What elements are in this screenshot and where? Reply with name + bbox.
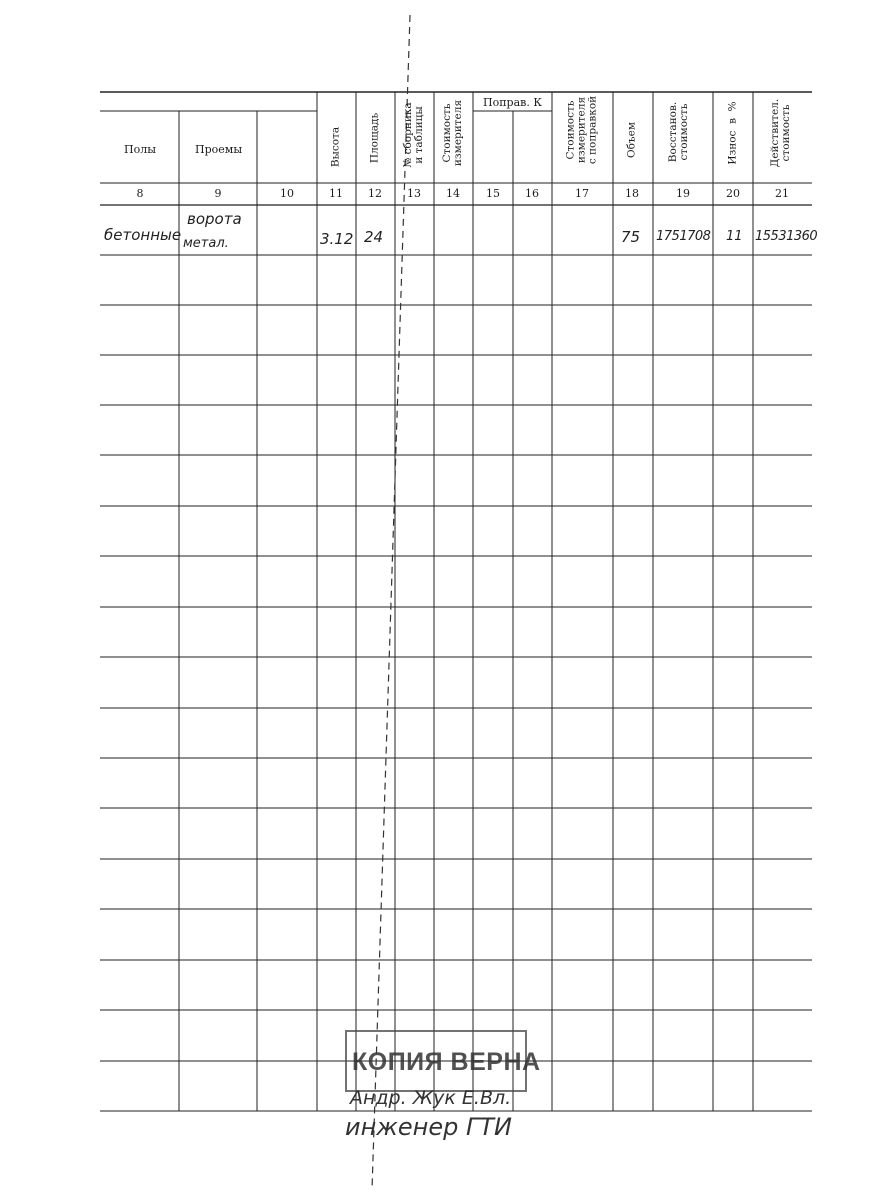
stamp-signature-line2: инженер ГТИ — [345, 1113, 512, 1141]
column-number: 9 — [214, 187, 222, 200]
row1-height: 3.12 — [320, 230, 354, 248]
row1-floors: бетонные — [104, 226, 182, 244]
column-number: 16 — [525, 187, 539, 200]
row1-actual-cost: 15531360 — [755, 229, 818, 244]
header-restoration-cost: Восстанов. стоимость — [667, 101, 690, 163]
header-floors: Полы — [124, 143, 156, 156]
header-cost-with-correction: Стоимость измерителя с поправкой — [564, 95, 599, 165]
column-number: 11 — [329, 187, 343, 200]
header-actual-cost: Действител. стоимость — [769, 98, 792, 168]
row1-area: 24 — [364, 228, 384, 246]
column-number: 20 — [726, 187, 740, 200]
row1-wear: 11 — [726, 229, 743, 244]
column-number: 8 — [136, 187, 144, 200]
column-number: 17 — [575, 187, 589, 200]
header-meter-cost: Стоимость измерителя — [441, 99, 464, 167]
row1-openings-line2: метал. — [183, 236, 229, 251]
row1-restoration-cost: 1751708 — [656, 229, 711, 244]
header-volume: Объем — [625, 122, 638, 158]
column-number: 19 — [676, 187, 690, 200]
header-wear: Износ в % — [726, 101, 739, 165]
row1-openings-line1: ворота — [187, 210, 242, 228]
header-correction-group: Поправ. К — [483, 96, 542, 109]
column-number: 14 — [446, 187, 460, 200]
column-number: 13 — [407, 187, 421, 200]
header-collection: № сборника и таблицы — [402, 102, 425, 168]
header-openings: Проемы — [195, 143, 243, 156]
column-number: 21 — [775, 187, 789, 200]
header-area: Площадь — [368, 112, 381, 164]
column-number: 18 — [625, 187, 639, 200]
row1-volume: 75 — [621, 228, 641, 246]
column-number: 15 — [486, 187, 500, 200]
column-number: 12 — [368, 187, 382, 200]
stamp-text: КОПИЯ ВЕРНА — [352, 1048, 541, 1076]
header-height: Высота — [329, 126, 342, 168]
stamp-signature-line1: Андр. Жук Е.Вл. — [350, 1087, 512, 1109]
column-number: 10 — [280, 187, 294, 200]
